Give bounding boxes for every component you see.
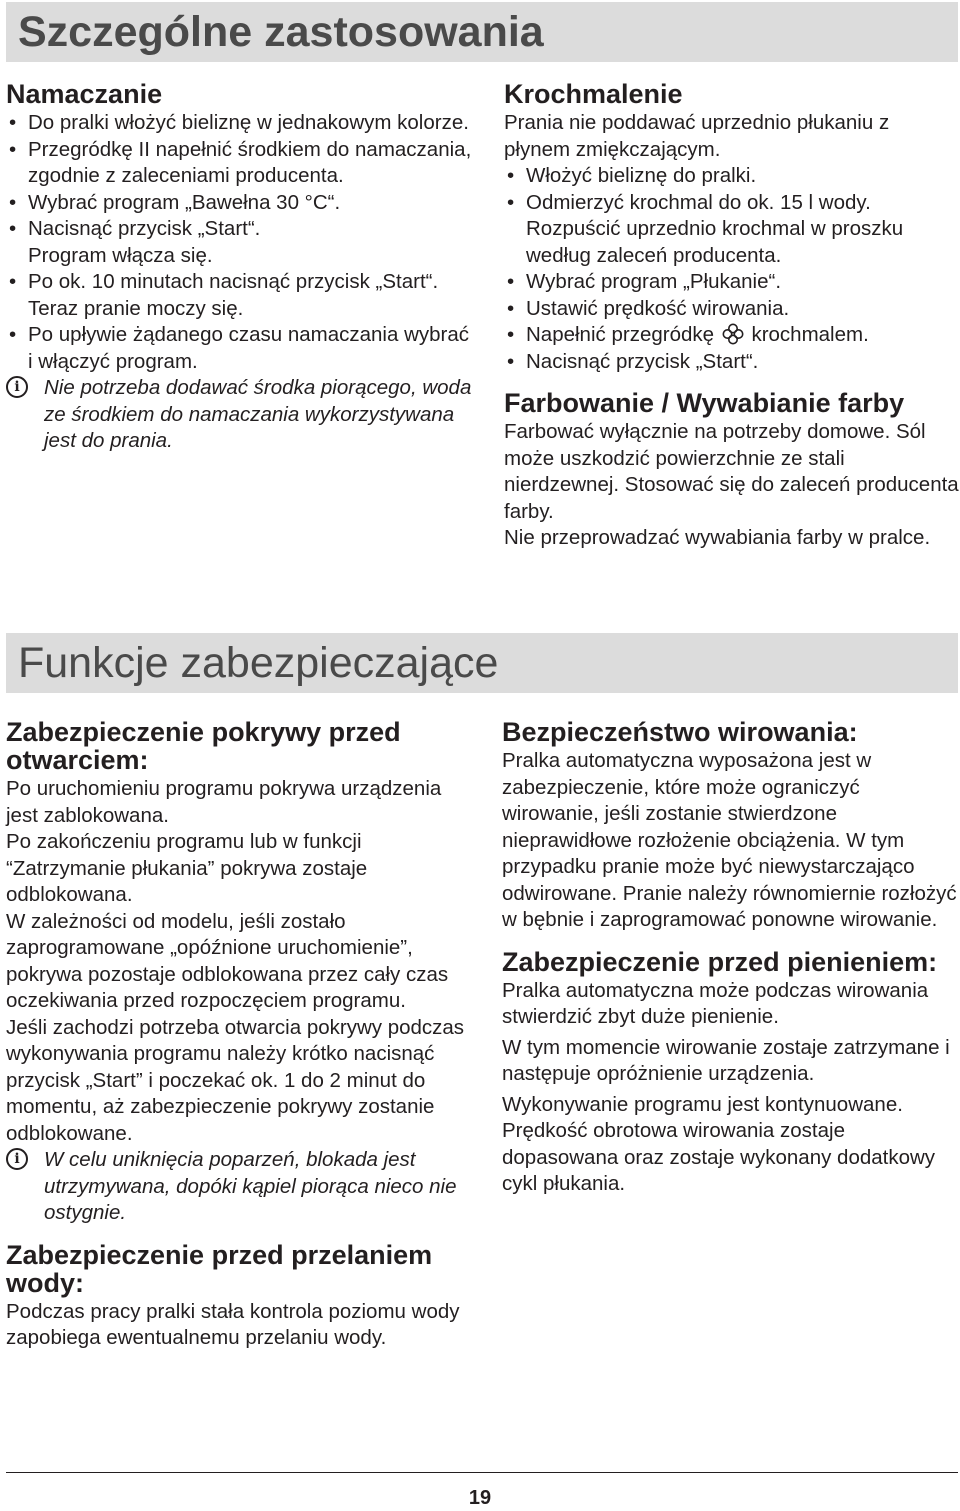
list-item: • Wybrać program „Bawełna 30 °C“. xyxy=(6,190,476,217)
intro-text: Prania nie poddawać uprzednio płukaniu z płynem zmiękczającym. xyxy=(504,111,890,161)
namaczanie-list xyxy=(6,110,476,243)
list-item: • Ustawić prędkość wirowania. xyxy=(504,296,960,323)
namaczanie-list-2 xyxy=(6,269,476,296)
column-namaczanie xyxy=(6,80,476,455)
paragraph: Pralka automatyczna wyposażona jest w zabezpieczenie, które może ograniczyć wirowanie, jeśli zostanie stwierdzone nieprawidłowe rozłożenie obciążenia. W tym przypadku pranie może być niewystarczająco odwirowane. Pranie należy równomiernie rozłożyć w bębnie i zaprogramować ponowne wirowanie. xyxy=(502,749,957,931)
sub-text: Teraz pranie moczy się. xyxy=(28,296,244,320)
column-wirowanie xyxy=(502,718,958,1198)
list-item: • Do pralki włożyć bieliznę w jednakowym kolorze. xyxy=(6,110,476,137)
namaczanie-list-3 xyxy=(6,322,476,375)
flower-compartment-icon xyxy=(722,323,744,345)
paragraph: Jeśli zachodzi potrzeba otwarcia pokrywy podczas wykonywania programu należy krótko nacisnąć przycisk „Start” i poczekać ok. 1 do 2 minut do momentu, aż zabezpieczenie pokrywy zostanie odblokowane. xyxy=(6,1015,465,1145)
section-title-special-uses: Szczególne zastosowania xyxy=(6,2,958,62)
farbowanie-text-2: Nie przeprowadzać wywabiania farby w pralce. xyxy=(504,526,931,549)
fill-text-after: krochmalem. xyxy=(751,323,869,346)
list-item: • Po ok. 10 minutach nacisnąć przycisk „Start“. xyxy=(6,269,476,296)
krochmalenie-list xyxy=(504,163,960,216)
list-item: • Odmierzyć krochmal do ok. 15 l wody. xyxy=(504,190,960,217)
info-note xyxy=(6,375,476,455)
krochmalenie-list-2 xyxy=(504,269,960,375)
farbowanie-text-1: Farbować wyłącznie na potrzeby domowe. Sól może uszkodzić powierzchnie ze stali nierdzewnej. Stosować się do zaleceń producenta farby. xyxy=(504,420,959,523)
list-item: • Po upływie żądanego czasu namaczania wybrać i włączyć program. xyxy=(6,322,476,375)
column-krochmalenie xyxy=(504,80,960,552)
paragraph: W tym momencie wirowanie zostaje zatrzymane i następuje opróżnienie urządzenia. xyxy=(502,1035,950,1085)
info-icon: i xyxy=(6,1148,28,1170)
list-item: • Nacisnąć przycisk „Start“. xyxy=(6,216,476,243)
paragraph: Podczas pracy pralki stała kontrola poziomu wody zapobiega ewentualnemu przelaniu wody. xyxy=(6,1299,460,1349)
list-item: • Włożyć bieliznę do pralki. xyxy=(504,163,960,190)
sub-text: Rozpuścić uprzednio krochmal w proszku według zaleceń producenta. xyxy=(526,217,904,267)
info-note xyxy=(6,1147,476,1227)
fill-text-before: Napełnić przegródkę xyxy=(526,323,715,346)
heading-overflow: Zabezpieczenie przed przelaniem wody: xyxy=(6,1239,433,1298)
paragraph: Pralka automatyczna może podczas wirowania stwierdzić zbyt duże pienienie. xyxy=(502,978,929,1028)
column-pokrywa xyxy=(6,718,476,1352)
list-item: • Nacisnąć przycisk „Start“. xyxy=(504,349,960,376)
note-text: W celu uniknięcia poparzeń, blokada jest utrzymywana, dopóki kąpiel piorąca nieco nie ostygnie. xyxy=(44,1148,457,1224)
heading-farbowanie: Farbowanie / Wywabianie farby xyxy=(504,388,905,418)
heading-lid-lock: Zabezpieczenie pokrywy przed otwarciem: xyxy=(6,717,401,775)
heading-krochmalenie: Krochmalenie xyxy=(504,79,683,109)
section-title-safety-functions: Funkcje zabezpieczające xyxy=(6,633,958,693)
paragraph: Po uruchomieniu programu pokrywa urządzenia jest zablokowana. xyxy=(6,777,442,827)
list-item xyxy=(504,322,960,349)
paragraph: W zależności od modelu, jeśli zostało zaprogramowane „opóźnione uruchomienie”, pokrywa pozostaje odblokowana przez cały czas oczekiwania przed rozpoczęciem programu. xyxy=(6,909,449,1012)
sub-text: Program włącza się. xyxy=(28,243,213,267)
heading-foam: Zabezpieczenie przed pienieniem: xyxy=(502,946,938,977)
list-item: • Wybrać program „Płukanie“. xyxy=(504,269,960,296)
list-item: • Przegródkę II napełnić środkiem do namaczania, zgodnie z zaleceniami producenta. xyxy=(6,137,476,190)
info-icon: i xyxy=(6,376,28,398)
footer-rule xyxy=(6,1472,958,1473)
heading-namaczanie: Namaczanie xyxy=(6,79,163,109)
note-text: Nie potrzeba dodawać środka piorącego, woda ze środkiem do namaczania wykorzystywana jest do prania. xyxy=(44,376,472,452)
paragraph: Po zakończeniu programu lub w funkcji “Zatrzymanie płukania” pokrywa zostaje odblokowana. xyxy=(6,830,368,906)
paragraph: Wykonywanie programu jest kontynuowane. Prędkość obrotowa wirowania zostaje dopasowana oraz zostaje wykonany dodatkowy cykl płukania. xyxy=(502,1092,936,1195)
page-number: 19 xyxy=(468,1487,492,1509)
heading-spin-safety: Bezpieczeństwo wirowania: xyxy=(502,717,858,747)
